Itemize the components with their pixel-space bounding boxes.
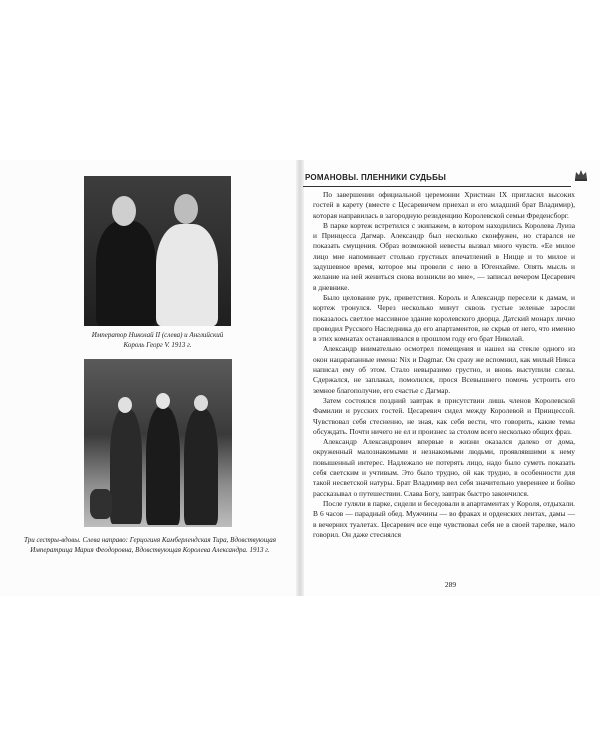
photo-caption-bottom: Три сестры-вдовы. Слева направо: Герцогиня Камберлендская Тира, Вдовствующая Императрица Мария Феодоровна, Вдовствующая Королева Александра. 1913 г. [24, 536, 276, 554]
paragraph: В парке кортеж встретился с экипажем, в котором находились Королева Луиза и Принцесса Дагмар. Александр был несколько сконфужен, но старался не показать смущения. Образ возможной невесты вызвал много чувств. «Ее милое лицо мне напоминает столько грустных впечатлений в Ницце и то милое и задушевное время, которое мы провели с нею в Югенхайме. Опять мысль и желание на ней жениться снова возникли во мне», — записал вечером Цесаревич в дневнике. [313, 220, 575, 292]
body-text [313, 190, 575, 540]
photo-three-sisters [84, 359, 232, 527]
book-gutter [296, 160, 304, 596]
paragraph: По завершении официальной церемонии Христиан IX пригласил высоких гостей в карету (вместе с Цесаревичем приехал и его младший брат Владимир), которая направилась в загородную резиденцию Королевской семьи Фреденсборг. [313, 190, 575, 220]
paragraph: Затем состоялся поздний завтрак в присутствии лишь членов Королевской Фамилии и русских гостей. Цесаревич сидел между Королевой и Принцессой. Чувствовал себя стесненно, не зная, как себя вести, что говорить, какие темы обсуждать. Почти ничего не ел и произнес за столом всего несколько общих фраз. [313, 395, 575, 436]
crown-icon [574, 168, 588, 182]
paragraph: Александр Александрович впервые в жизни оказался далеко от дома, окруженный малознакомыми и незнакомыми людьми, проявлявшими к нему повышенный интерес. Надлежало не потерять лицо, надо было суметь показать себя светским и учтивым. Это было трудно, ой как трудно, в особенности для такой несветской натуры. Брат Владимир вел себя значительно увереннее и бойко рассказывал о путешествии. Слава Богу, завтрак быстро закончился. [313, 437, 575, 498]
photo-nicholas-george [84, 176, 231, 326]
paragraph: Александр внимательно осмотрел помещения и нашел на стекле одного из окон нацарапанные имена: Nix и Dagmar. Он сразу же вспомнил, как милый Никса написал ему об этом. Стало невыразимо грустно, и вновь выступили слезы. Сдержался, не заплакал, помолился, прося Всевышнего помочь устроить его земное благополучие, его счастье с Дагмар. [313, 344, 575, 395]
photo-caption-top: Император Николай II (слева) и Английский Король Георг V. 1913 г. [91, 331, 224, 349]
running-header [303, 172, 571, 187]
page-number: 289 [444, 580, 457, 589]
book-spread [0, 160, 600, 596]
paragraph: После гуляли в парке, сидели и беседовали в апартаментах у Короля, отдыхали. В 6 часов — парадный обед. Мужчины — во фраках и орденских лентах, дамы — в вечерних туалетах. Цесаревич все еще чувствовал себя не в своей тарелке, мало говорил. Он даже стеснялся [313, 498, 575, 539]
paragraph: Было целование рук, приветствия. Король и Александр пересели к дамам, и кортеж тронулся. Через несколько минут сквозь густые зеленые заросли показалось светлое массивное здание королевского дворца. Датский монарх лично проводил Русского Наследника до его апартаментов, не скрыв от него, что именно в этих комнатах останавливался в прошлом году его брат Николай. [313, 292, 575, 344]
header-title: РОМАНОВЫ. ПЛЕННИКИ СУДЬБЫ [305, 173, 447, 182]
